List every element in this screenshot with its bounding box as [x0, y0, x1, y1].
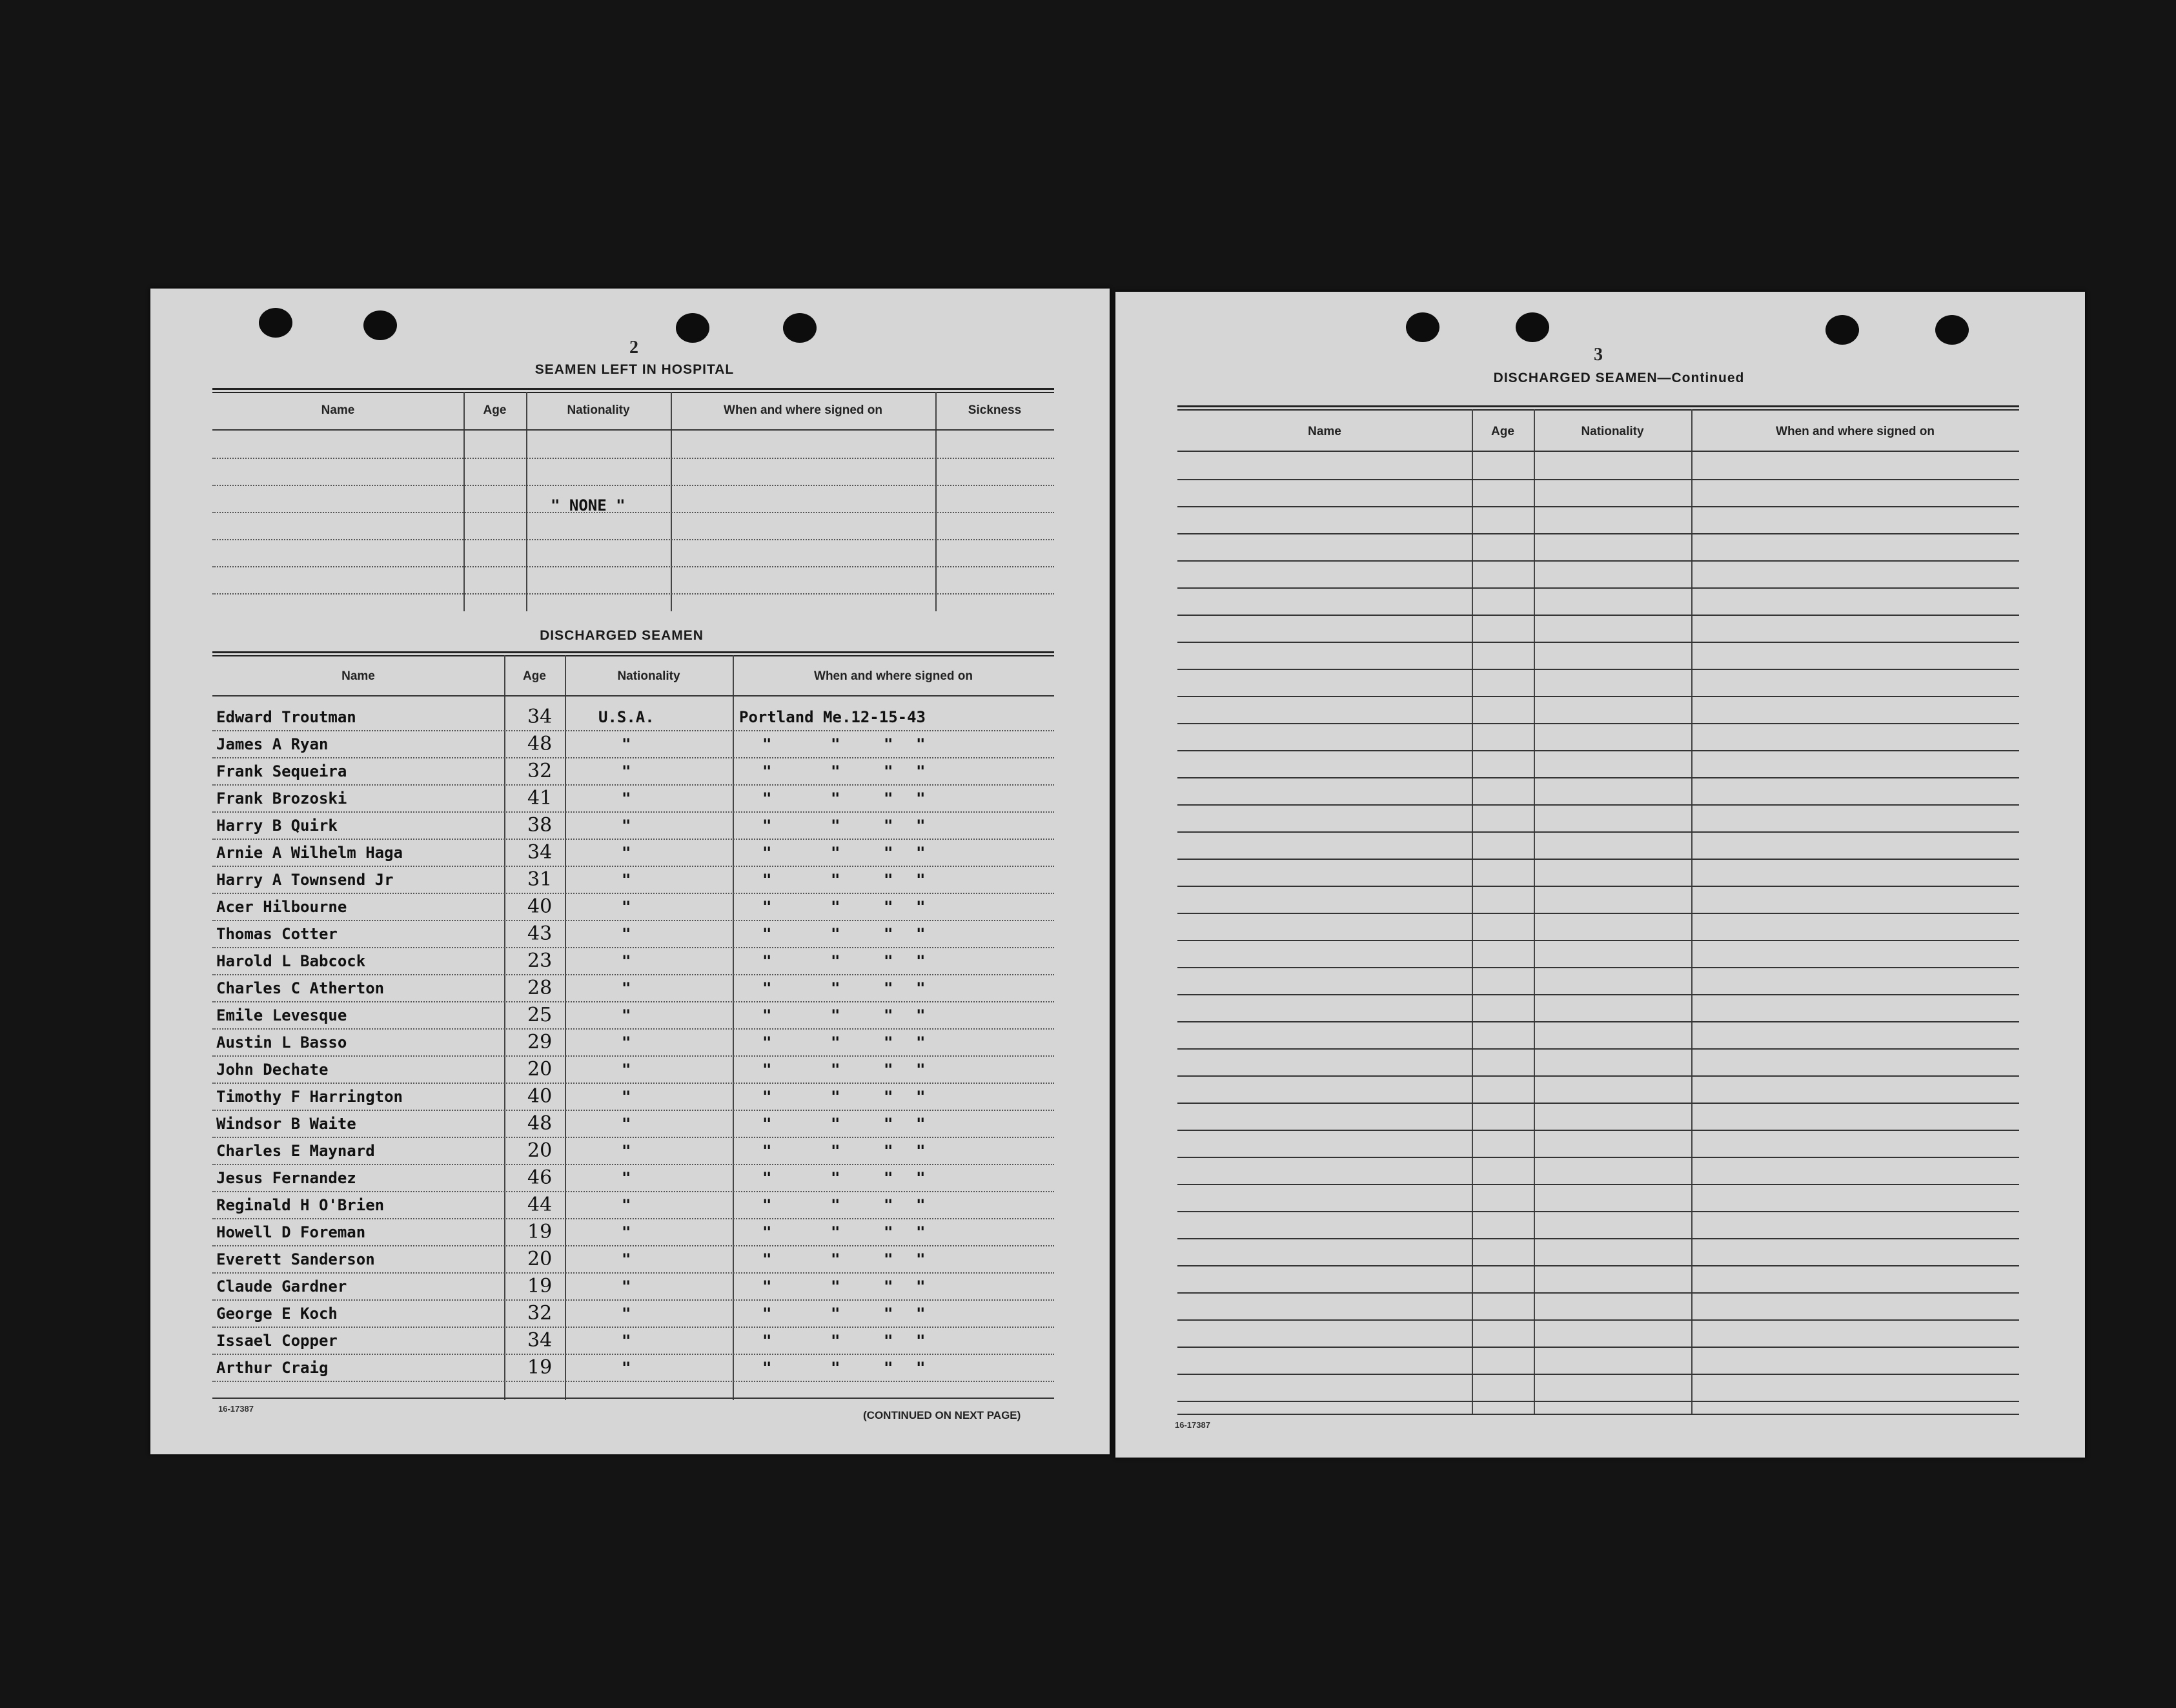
row-line	[212, 1354, 1054, 1355]
ditto-mark: "	[916, 952, 926, 970]
seaman-name: Timothy F Harrington	[216, 1088, 403, 1106]
seaman-name: Arthur Craig	[216, 1359, 329, 1377]
ditto-mark: "	[916, 1332, 926, 1350]
right-page	[1115, 292, 2085, 1458]
ditto-mark: "	[884, 871, 893, 889]
row-line	[212, 784, 1054, 786]
discharged-title: DISCHARGED SEAMEN	[540, 628, 704, 643]
left-page	[150, 289, 1110, 1454]
ditto-mark: "	[884, 1006, 893, 1024]
ditto-mark: "	[831, 762, 840, 780]
ditto-mark: "	[831, 1033, 840, 1052]
column-divider	[526, 392, 527, 611]
row-line	[212, 974, 1054, 975]
row-line	[1177, 723, 2019, 724]
hospital-column-header: Sickness	[968, 403, 1022, 417]
ditto-mark: "	[916, 1250, 926, 1268]
ditto-mark: "	[762, 1359, 772, 1377]
row-line	[212, 1299, 1054, 1301]
ditto-mark: "	[916, 1196, 926, 1214]
row-line	[1177, 994, 2019, 995]
ditto-mark: "	[884, 925, 893, 943]
row-line	[1177, 750, 2019, 751]
ditto-mark: "	[831, 871, 840, 889]
ditto-mark: "	[916, 844, 926, 862]
ditto-mark: "	[884, 1115, 893, 1133]
seaman-name: Issael Copper	[216, 1332, 338, 1350]
ditto-mark: "	[831, 925, 840, 943]
ditto-mark: "	[622, 1277, 631, 1296]
page-number: 3	[1594, 345, 1603, 365]
right-top-rule	[1177, 405, 2019, 411]
ditto-mark: "	[916, 871, 926, 889]
ditto-mark: "	[884, 1142, 893, 1160]
row-line	[212, 1381, 1054, 1382]
ditto-mark: "	[622, 1033, 631, 1052]
row-line	[212, 1001, 1054, 1002]
ditto-mark: "	[884, 1332, 893, 1350]
seaman-age: 40	[527, 895, 553, 918]
continued-note: (CONTINUED ON NEXT PAGE)	[863, 1409, 1021, 1421]
ditto-mark: "	[831, 1115, 840, 1133]
seaman-age: 31	[527, 868, 553, 891]
row-line	[212, 1191, 1054, 1192]
ditto-mark: "	[916, 1277, 926, 1296]
seaman-age: 29	[527, 1031, 553, 1053]
ditto-mark: "	[762, 735, 772, 753]
ditto-mark: "	[622, 1305, 631, 1323]
ditto-mark: "	[622, 925, 631, 943]
ditto-mark: "	[762, 1223, 772, 1241]
punch-hole	[259, 308, 292, 338]
row-line	[1177, 859, 2019, 860]
row-line	[1177, 479, 2019, 480]
ditto-mark: "	[884, 1061, 893, 1079]
ditto-mark: "	[916, 1359, 926, 1377]
row-line	[212, 1055, 1054, 1057]
seaman-name: Thomas Cotter	[216, 925, 338, 943]
row-line	[212, 1245, 1054, 1246]
header-rule	[212, 429, 1054, 431]
seaman-name: Frank Brozoski	[216, 789, 347, 808]
seaman-age: 48	[527, 733, 553, 755]
ditto-mark: "	[916, 1061, 926, 1079]
ditto-mark: "	[831, 789, 840, 808]
ditto-mark: "	[916, 1115, 926, 1133]
ditto-mark: "	[622, 1088, 631, 1106]
seaman-name: Howell D Foreman	[216, 1223, 366, 1241]
form-number: 16-17387	[218, 1404, 254, 1414]
ditto-mark: "	[622, 1061, 631, 1079]
column-divider	[504, 655, 505, 1400]
hospital-top-rule	[212, 388, 1054, 393]
page-number: 2	[629, 338, 638, 358]
seaman-age: 38	[527, 814, 553, 837]
seaman-age: 32	[527, 1302, 553, 1325]
ditto-mark: "	[916, 898, 926, 916]
row-line	[1177, 669, 2019, 670]
seaman-age: 19	[527, 1275, 553, 1297]
ditto-mark: "	[916, 735, 926, 753]
seaman-nationality: U.S.A.	[598, 708, 655, 726]
ditto-mark: "	[884, 1033, 893, 1052]
ditto-mark: "	[916, 925, 926, 943]
hospital-none-entry: " NONE "	[551, 496, 625, 514]
ditto-mark: "	[622, 1223, 631, 1241]
seaman-name: Charles E Maynard	[216, 1142, 375, 1160]
ditto-mark: "	[831, 1359, 840, 1377]
discharged-column-header: Nationality	[617, 669, 680, 683]
ditto-mark: "	[831, 979, 840, 997]
ditto-mark: "	[831, 1305, 840, 1323]
row-line	[212, 757, 1054, 758]
row-line	[1177, 1184, 2019, 1185]
seaman-name: Harold L Babcock	[216, 952, 366, 970]
row-line	[1177, 506, 2019, 507]
seaman-name: Harry A Townsend Jr	[216, 871, 394, 889]
ditto-mark: "	[831, 1088, 840, 1106]
ditto-mark: "	[762, 789, 772, 808]
seaman-age: 20	[527, 1139, 553, 1162]
ditto-mark: "	[916, 1142, 926, 1160]
ditto-mark: "	[884, 762, 893, 780]
ditto-mark: "	[884, 979, 893, 997]
punch-hole	[1406, 312, 1439, 342]
form-number: 16-17387	[1175, 1420, 1210, 1430]
ditto-mark: "	[884, 1223, 893, 1241]
row-line	[212, 1218, 1054, 1219]
punch-hole	[1935, 315, 1969, 345]
ditto-mark: "	[762, 1115, 772, 1133]
seaman-name: Charles C Atherton	[216, 979, 385, 997]
row-line	[212, 485, 1054, 486]
ditto-mark: "	[622, 952, 631, 970]
ditto-mark: "	[831, 735, 840, 753]
ditto-mark: "	[622, 1115, 631, 1133]
seaman-name: Edward Troutman	[216, 708, 356, 726]
row-line	[1177, 615, 2019, 616]
row-line	[212, 1272, 1054, 1274]
ditto-mark: "	[884, 1250, 893, 1268]
hospital-column-header: Nationality	[567, 403, 630, 417]
ditto-mark: "	[831, 1142, 840, 1160]
punch-hole	[783, 313, 817, 343]
ditto-mark: "	[916, 817, 926, 835]
ditto-mark: "	[916, 789, 926, 808]
ditto-mark: "	[762, 1196, 772, 1214]
ditto-mark: "	[762, 1033, 772, 1052]
ditto-mark: "	[884, 1305, 893, 1323]
ditto-mark: "	[884, 1359, 893, 1377]
discharged-column-header: When and where signed on	[814, 669, 973, 683]
ditto-mark: "	[622, 1332, 631, 1350]
hospital-column-header: When and where signed on	[724, 403, 882, 417]
seaman-age: 19	[527, 1356, 553, 1379]
row-line	[212, 811, 1054, 813]
seaman-age: 25	[527, 1004, 553, 1026]
row-line	[1177, 560, 2019, 562]
ditto-mark: "	[622, 1250, 631, 1268]
row-line	[1177, 777, 2019, 778]
ditto-mark: "	[831, 817, 840, 835]
row-line	[212, 730, 1054, 731]
seaman-name: Everett Sanderson	[216, 1250, 375, 1268]
row-line	[1177, 696, 2019, 697]
ditto-mark: "	[884, 952, 893, 970]
ditto-mark: "	[831, 1061, 840, 1079]
row-line	[1177, 1021, 2019, 1022]
punch-hole	[1825, 315, 1859, 345]
seaman-age: 48	[527, 1112, 553, 1135]
seaman-name: James A Ryan	[216, 735, 329, 753]
ditto-mark: "	[762, 898, 772, 916]
right-title: DISCHARGED SEAMEN—Continued	[1493, 371, 1745, 385]
discharged-column-header: Age	[523, 669, 546, 683]
row-line	[212, 1164, 1054, 1165]
ditto-mark: "	[762, 1061, 772, 1079]
row-line	[1177, 886, 2019, 887]
seaman-age: 28	[527, 977, 553, 999]
ditto-mark: "	[831, 844, 840, 862]
ditto-mark: "	[762, 1250, 772, 1268]
hospital-title: SEAMEN LEFT IN HOSPITAL	[534, 362, 735, 377]
row-line	[1177, 1103, 2019, 1104]
ditto-mark: "	[884, 1196, 893, 1214]
right-column-header: When and where signed on	[1776, 425, 1935, 438]
seaman-age: 20	[527, 1248, 553, 1270]
row-line	[1177, 804, 2019, 806]
seaman-age: 44	[527, 1194, 553, 1216]
row-line	[1177, 1374, 2019, 1375]
ditto-mark: "	[762, 762, 772, 780]
ditto-mark: "	[622, 735, 631, 753]
row-line	[1177, 1292, 2019, 1294]
row-line	[1177, 831, 2019, 833]
column-divider	[565, 655, 566, 1400]
bottom-rule	[212, 1398, 1054, 1399]
row-line	[1177, 1401, 2019, 1402]
ditto-mark: "	[831, 1223, 840, 1241]
ditto-mark: "	[622, 844, 631, 862]
seaman-signed-on: Portland Me.12-15-43	[739, 708, 926, 726]
ditto-mark: "	[762, 952, 772, 970]
row-line	[1177, 1130, 2019, 1131]
row-line	[212, 566, 1054, 567]
row-line	[1177, 967, 2019, 968]
ditto-mark: "	[622, 871, 631, 889]
punch-hole	[676, 313, 709, 343]
ditto-mark: "	[831, 1332, 840, 1350]
right-column-header: Age	[1491, 425, 1514, 438]
ditto-mark: "	[622, 1006, 631, 1024]
ditto-mark: "	[831, 898, 840, 916]
ditto-mark: "	[916, 1033, 926, 1052]
header-rule	[212, 695, 1054, 696]
seaman-name: Frank Sequeira	[216, 762, 347, 780]
ditto-mark: "	[884, 844, 893, 862]
seaman-name: Windsor B Waite	[216, 1115, 356, 1133]
ditto-mark: "	[762, 871, 772, 889]
row-line	[212, 512, 1054, 513]
row-line	[212, 1327, 1054, 1328]
ditto-mark: "	[762, 1006, 772, 1024]
ditto-mark: "	[916, 1223, 926, 1241]
ditto-mark: "	[884, 1169, 893, 1187]
punch-hole	[363, 310, 397, 340]
hospital-column-header: Age	[483, 403, 507, 417]
row-line	[212, 920, 1054, 921]
ditto-mark: "	[622, 817, 631, 835]
seaman-age: 34	[527, 841, 553, 864]
ditto-mark: "	[831, 1196, 840, 1214]
seaman-age: 34	[527, 1329, 553, 1352]
ditto-mark: "	[831, 1277, 840, 1296]
row-line	[212, 1137, 1054, 1138]
discharged-column-header: Name	[341, 669, 375, 683]
ditto-mark: "	[762, 1142, 772, 1160]
row-line	[212, 1028, 1054, 1030]
row-line	[1177, 587, 2019, 589]
seaman-age: 46	[527, 1166, 553, 1189]
seaman-name: Acer Hilbourne	[216, 898, 347, 916]
row-line	[1177, 1238, 2019, 1239]
row-line	[212, 893, 1054, 894]
row-line	[212, 866, 1054, 867]
column-divider	[733, 655, 734, 1400]
ditto-mark: "	[762, 1277, 772, 1296]
seaman-name: Harry B Quirk	[216, 817, 338, 835]
right-column-header: Name	[1308, 425, 1341, 438]
right-column-header: Nationality	[1581, 425, 1644, 438]
ditto-mark: "	[916, 1305, 926, 1323]
seaman-name: John Dechate	[216, 1061, 329, 1079]
ditto-mark: "	[762, 1088, 772, 1106]
seaman-name: Arnie A Wilhelm Haga	[216, 844, 403, 862]
seaman-age: 19	[527, 1221, 553, 1243]
row-line	[1177, 1319, 2019, 1321]
row-line	[1177, 1347, 2019, 1348]
ditto-mark: "	[831, 952, 840, 970]
header-rule	[1177, 451, 2019, 452]
row-line	[1177, 642, 2019, 643]
seaman-name: Austin L Basso	[216, 1033, 347, 1052]
seaman-name: Jesus Fernandez	[216, 1169, 356, 1187]
ditto-mark: "	[622, 762, 631, 780]
ditto-mark: "	[884, 1277, 893, 1296]
row-line	[1177, 1157, 2019, 1158]
ditto-mark: "	[762, 844, 772, 862]
ditto-mark: "	[884, 789, 893, 808]
seaman-name: George E Koch	[216, 1305, 338, 1323]
ditto-mark: "	[831, 1006, 840, 1024]
seaman-age: 32	[527, 760, 553, 782]
seaman-name: Reginald H O'Brien	[216, 1196, 385, 1214]
ditto-mark: "	[762, 1332, 772, 1350]
row-line	[212, 458, 1054, 459]
row-line	[1177, 533, 2019, 534]
ditto-mark: "	[622, 1142, 631, 1160]
ditto-mark: "	[762, 1305, 772, 1323]
column-divider	[463, 392, 465, 611]
discharged-top-rule	[212, 651, 1054, 656]
row-line	[212, 947, 1054, 948]
row-line	[212, 1110, 1054, 1111]
ditto-mark: "	[622, 1169, 631, 1187]
ditto-mark: "	[622, 979, 631, 997]
ditto-mark: "	[762, 817, 772, 835]
ditto-mark: "	[884, 735, 893, 753]
ditto-mark: "	[831, 1250, 840, 1268]
row-line	[1177, 940, 2019, 941]
bottom-rule	[1177, 1414, 2019, 1415]
ditto-mark: "	[831, 1169, 840, 1187]
row-line	[212, 839, 1054, 840]
hospital-column-header: Name	[321, 403, 355, 417]
punch-hole	[1516, 312, 1549, 342]
row-line	[1177, 1211, 2019, 1212]
ditto-mark: "	[622, 898, 631, 916]
row-line	[1177, 913, 2019, 914]
column-divider	[671, 392, 672, 611]
seaman-age: 41	[527, 787, 553, 809]
ditto-mark: "	[884, 898, 893, 916]
ditto-mark: "	[916, 979, 926, 997]
row-line	[212, 539, 1054, 540]
seaman-age: 40	[527, 1085, 553, 1108]
ditto-mark: "	[762, 979, 772, 997]
ditto-mark: "	[622, 1196, 631, 1214]
row-line	[212, 1083, 1054, 1084]
ditto-mark: "	[916, 762, 926, 780]
seaman-age: 20	[527, 1058, 553, 1081]
row-line	[1177, 1265, 2019, 1266]
ditto-mark: "	[916, 1088, 926, 1106]
ditto-mark: "	[622, 1359, 631, 1377]
row-line	[1177, 1048, 2019, 1050]
ditto-mark: "	[884, 817, 893, 835]
seaman-age: 23	[527, 950, 553, 972]
ditto-mark: "	[916, 1006, 926, 1024]
seaman-age: 43	[527, 922, 553, 945]
seaman-name: Claude Gardner	[216, 1277, 347, 1296]
row-line	[212, 593, 1054, 595]
seaman-name: Emile Levesque	[216, 1006, 347, 1024]
ditto-mark: "	[762, 925, 772, 943]
ditto-mark: "	[884, 1088, 893, 1106]
ditto-mark: "	[762, 1169, 772, 1187]
seaman-age: 34	[527, 706, 553, 728]
row-line	[1177, 1075, 2019, 1077]
ditto-mark: "	[622, 789, 631, 808]
column-divider	[935, 392, 937, 611]
ditto-mark: "	[916, 1169, 926, 1187]
